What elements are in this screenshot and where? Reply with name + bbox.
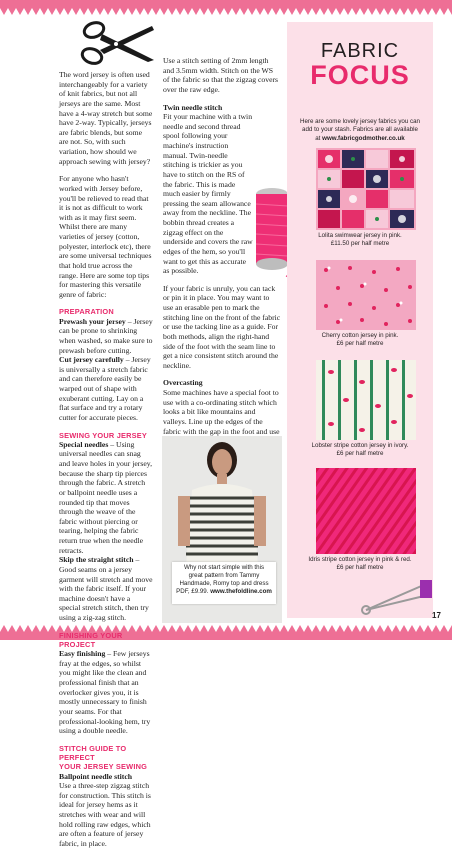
swatch-cherry-pink (311, 260, 421, 330)
section-heading-finishing: FINISHING YOUR PROJECT (59, 630, 123, 649)
stitch-setting-paragraph: Use a stitch setting of 2mm length and 3.5mm width. Stitch on the WS of the fabric so that the zigzag covers over the raw edge. (163, 56, 279, 94)
fabric-name: Lolita swimwear jersey in pink. (318, 232, 402, 239)
twin-needle-paragraph: Fit your machine with a twin needle and second thread spool following your machine's instruction manual. Twin-needle stitching is trickier as you have to stitch on the RS of the fabric. This is made much easier by firmly pressing the seam allowance away from the neckline. The bobbin thread creates a zigzag effect on the underside and covers the raw edges of the hem, so you'll want to get this as accurate as possible. (163, 112, 253, 276)
sidebar-intro: Here are some lovely jersey fabrics you can add to your stash. Fabrics are all available at www.fabricgodmother.co.uk (299, 118, 421, 142)
intro-paragraph: The word jersey is often used interchangeably for a variety of knit fabrics, but not all jerseys are the same. Most have a 4-way stretch but some have 2-way. Typically, jerseys are fabric blends, but some are not. So, with such variation, how should we approach sewing with jersey? (59, 70, 153, 166)
tip-label: Prewash your jersey (59, 316, 126, 326)
section-heading-sewing: SEWING YOUR JERSEY (59, 430, 148, 440)
tip-text: – Few jerseys fray at the edges, so whilst you might like the clean and professional finish that an overlocker gives you, it is mostly unnecessary to finish your seams. For that professional-looking hem, try using a double needle. (59, 649, 151, 736)
subheading-overcasting: Overcasting (163, 378, 203, 388)
tip-label: Skip the straight stitch (59, 555, 134, 565)
foldline-link[interactable]: www.thefoldline.com (210, 588, 272, 596)
fabric-price: £6 per half metre (336, 450, 384, 458)
tip-prewash (59, 317, 153, 423)
swatch-caption (287, 232, 433, 249)
sidebar-title-focus: FOCUS (310, 60, 410, 90)
safety-pin-icon (360, 576, 436, 616)
swatch-caption (287, 332, 433, 349)
tip-finishing (59, 649, 153, 736)
swatch-lolita-swimwear (311, 148, 421, 230)
tip-label: Cut jersey carefully (59, 355, 124, 365)
swatch-caption (287, 556, 433, 573)
fabricgodmother-link[interactable]: www.fabricgodmother.co.uk (322, 134, 405, 142)
article-column-left (59, 70, 153, 857)
swatch-idris-stripe (311, 468, 421, 554)
top-zigzag-border (0, 0, 452, 16)
subheading-twin-needle: Twin needle stitch (163, 102, 223, 112)
tip-needles (59, 440, 153, 623)
fabric-name: Cherry cotton jersey in pink. (321, 332, 399, 339)
ballpoint-paragraph: Use a three-step zigzag stitch for construction. This stitch is ideal for jersey hems as it stretches with wear and will hold rolling raw edges, which are often a feature of jersey fabric, in place. (59, 781, 151, 848)
page-number: 17 (432, 611, 441, 620)
fabric-name: Idris stripe cotton jersey in pink & red. (308, 556, 412, 563)
overcasting-paragraph: Some machines have a special foot to use with a co-ordinating stitch which looks a bit like mountains and valleys. Line up the edges of the fabric with the gap in the foot and use (163, 388, 280, 436)
tip-text: – Using universal needles can snag and leave holes in your jersey, because the sharp tip pierces through the fabric. A stretch or ballpoint needle uses a rounded tip that moves through the weave of the fabric without piercing or tearing, helping the fabric return true when the needle retracts. (59, 439, 152, 555)
tip-text: – Jersey is universally a stretch fabric and can therefore easily be warped out of shape with exuberant cutting. Lay on a flat surface and try a rotary cutter for accurate pieces. (59, 355, 151, 422)
tip-label: Special needles (59, 439, 109, 449)
fabric-focus-sidebar (287, 22, 433, 618)
scissors-icon (78, 16, 158, 72)
swatch-caption (287, 442, 433, 459)
photo-caption: Why not start simple with this great pattern from Tammy Handmade, Romy top and dress PDF, £9.99. www.thefoldline.com (172, 562, 276, 604)
tip-text: – Good seams on a jersey garment will stretch and move with the fabric itself. If your machine doesn't have a special stretch stitch, then try using a zig-zag stitch. (59, 555, 153, 622)
fabric-name: Lobster stripe cotton jersey in ivory. (311, 442, 409, 449)
section-heading-preparation: PREPARATION (59, 307, 114, 317)
fabric-price: £6 per half metre (336, 340, 384, 348)
tip-text: – Jersey can be prone to shrinking when washed, so make sure to prewash before cutting. (59, 316, 153, 355)
fabric-price: £11.50 per half metre (330, 240, 390, 248)
fabric-price: £6 per half metre (336, 564, 384, 572)
intro-paragraph: For anyone who hasn't worked with Jersey before, you'll be relieved to read that it is not as difficult to work with as it may first seem. Whilst there are many varieties of jersey (cotton, polyester, interlock etc), there are some universal techniques that hold true across the range. Here are some top tips for mastering this versatile genre of fabric: (59, 174, 152, 299)
swatch-lobster-stripe (311, 360, 421, 440)
sidebar-title-fabric: FABRIC (320, 40, 400, 62)
subheading-ballpoint: Ballpoint needle stitch (59, 771, 133, 781)
unruly-fabric-paragraph: If your fabric is unruly, you can tack or pin it in place. You may want to use an erasable pen to mark the stitching line on the front of the fabric or use the tacking line as a guide. For both methods, align the right-hand side of the foot with the seam line to get a nice consistent stitch around the neckline. (163, 283, 281, 370)
section-heading-stitch-guide: STITCH GUIDE TO PERFECT YOUR JERSEY SEWING (59, 743, 148, 772)
tip-label: Easy finishing (59, 649, 106, 659)
